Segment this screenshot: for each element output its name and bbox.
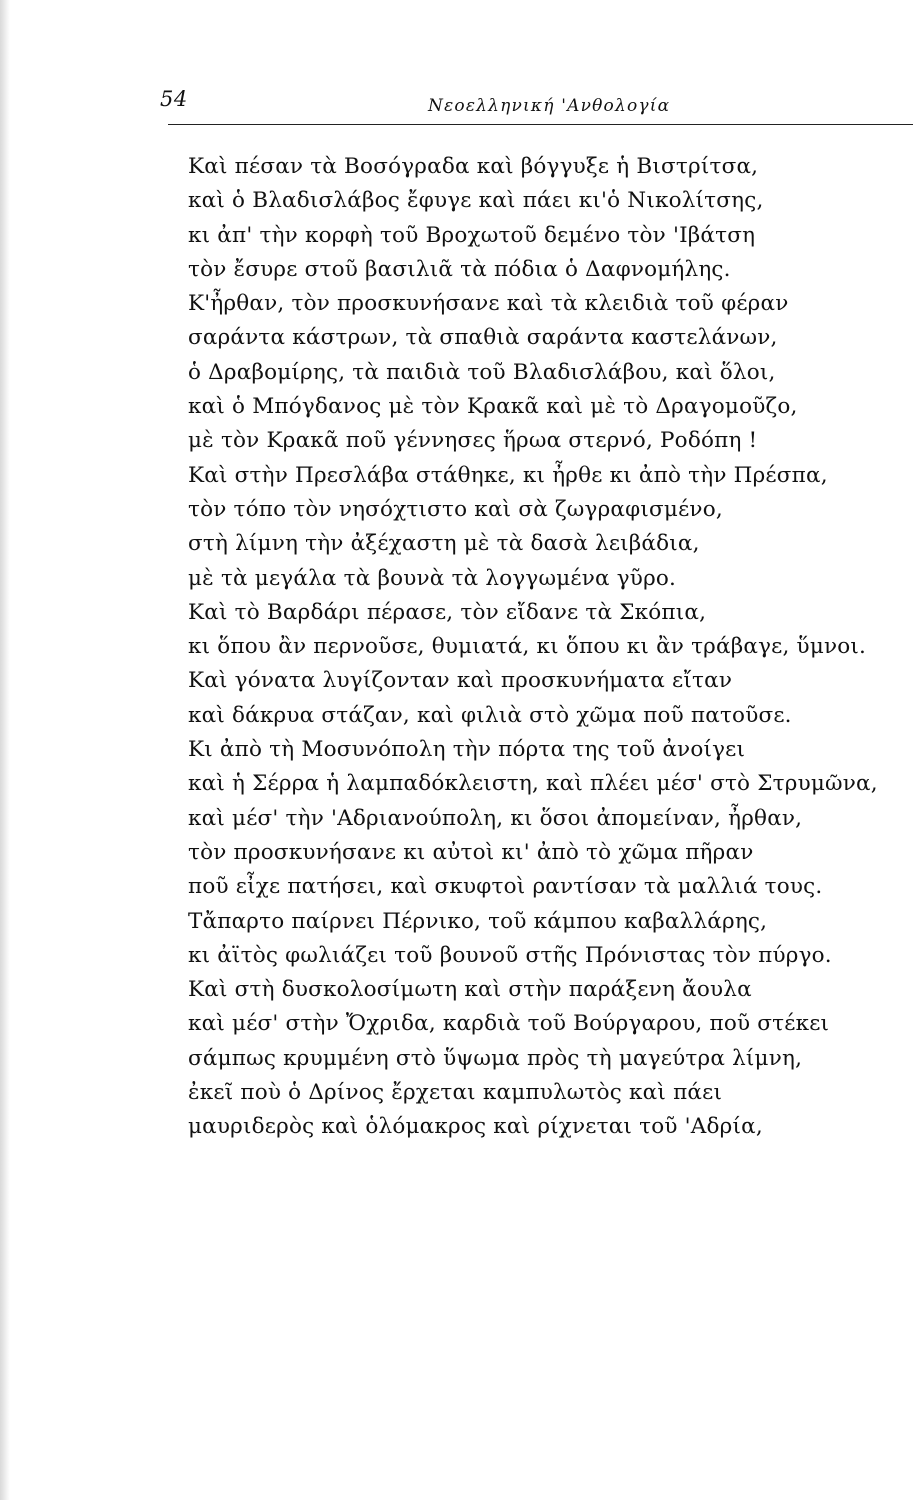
poem-line: μὲ τὰ μεγάλα τὰ βουνὰ τὰ λογγωμένα γῦρο.: [188, 565, 677, 591]
poem-line: ποῦ εἶχε πατήσει, καὶ σκυφτοὶ ραντίσαν τὰ μαλλιά τους.: [188, 874, 823, 900]
poem-line: στὴ λίμνη τὴν ἀξέχαστη μὲ τὰ δασὰ λειβάδια,: [188, 531, 700, 557]
poem-line: κι ὅπου ἂν περνοῦσε, θυμιατά, κι ὅπου κι ἂν τράβαγε, ὕμνοι.: [188, 634, 867, 660]
poem-line: μὲ τὸν Κρακᾶ ποῦ γέννησες ἥρωα στερνό, Ροδόπη !: [188, 428, 758, 454]
page-number: 54: [160, 87, 188, 111]
poem-line: καὶ ἡ Σέρρα ἡ λαμπαδόκλειστη, καὶ πλέει μέσ' στὸ Στρυμῶνα,: [188, 771, 878, 797]
poem-line: κι ἀπ' τὴν κορφὴ τοῦ Βροχωτοῦ δεμένο τὸν 'Ιβάτση: [188, 222, 756, 248]
running-header-title: Νεοελληνική 'Ανθολογία: [428, 96, 671, 116]
poem-line: Κι ἀπὸ τὴ Μοσυνόπολη τὴν πόρτα της τοῦ ἀνοίγει: [188, 737, 746, 763]
poem-line: καὶ ὁ Βλαδισλάβος ἔφυγε καὶ πάει κι'ὁ Νικολίτσης,: [188, 188, 764, 214]
poem-line: Καὶ στὴν Πρεσλάβα στάθηκε, κι ἦρθε κι ἀπὸ τὴν Πρέσπα,: [188, 462, 828, 488]
poem-line: καὶ μέσ' τὴν 'Αδριανούπολη, κι ὅσοι ἀπομείναν, ἦρθαν,: [188, 805, 803, 831]
poem-line: καὶ μέσ' στὴν Ὄχριδα, καρδιὰ τοῦ Βούργαρου, ποῦ στέκει: [188, 1011, 830, 1037]
poem-line: καὶ ὁ Μπόγδανος μὲ τὸν Κρακᾶ καὶ μὲ τὸ Δραγομοῦζο,: [188, 394, 798, 420]
poem-line: μαυριδερὸς καὶ ὁλόμακρος καὶ ρίχνεται τοῦ 'Αδρία,: [188, 1114, 763, 1140]
poem-line: Καὶ στὴ δυσκολοσίμωτη καὶ στὴν παράξενη ἄουλα: [188, 977, 752, 1003]
poem-line: Καὶ τὸ Βαρδάρι πέρασε, τὸν εἴδανε τὰ Σκόπια,: [188, 599, 707, 625]
poem-line: σαράντα κάστρων, τὰ σπαθιὰ σαράντα καστελάνων,: [188, 325, 778, 351]
header-rule: [168, 124, 913, 125]
poem-line: τὸν προσκυνήσανε κι αὐτοὶ κι' ἀπὸ τὸ χῶμα πῆραν: [188, 839, 754, 865]
poem-line: κι ἀϊτὸς φωλιάζει τοῦ βουνοῦ στῆς Πρόνιστας τὸν πύργο.: [188, 942, 832, 968]
poem-line: Κ'ἦρθαν, τὸν προσκυνήσανε καὶ τὰ κλειδιὰ τοῦ φέραν: [188, 291, 789, 317]
poem-line: τὸν τόπο τὸν νησόχτιστο καὶ σὰ ζωγραφισμένο,: [188, 496, 723, 522]
poem-line: Καὶ πέσαν τὰ Βοσόγραδα καὶ βόγγυξε ἡ Βιστρίτσα,: [188, 154, 759, 179]
poem-line: Τἄπαρτο παίρνει Πέρνικο, τοῦ κάμπου καβαλλάρης,: [188, 908, 768, 934]
poem-text: [188, 150, 913, 1145]
poem-line: Καὶ γόνατα λυγίζονταν καὶ προσκυνήματα εἴταν: [188, 668, 733, 694]
poem-line: ἐκεῖ ποὺ ὁ Δρίνος ἔρχεται καμπυλωτὸς καὶ πάει: [188, 1080, 723, 1106]
poem-line: ὁ Δραβομίρης, τὰ παιδιὰ τοῦ Βλαδισλάβου, καὶ ὅλοι,: [188, 359, 776, 385]
poem-line: σάμπως κρυμμένη στὸ ὕψωμα πρὸς τὴ μαγεύτρα λίμνη,: [188, 1045, 803, 1071]
poem-line: καὶ δάκρυα στάζαν, καὶ φιλιὰ στὸ χῶμα ποῦ πατοῦσε.: [188, 702, 792, 728]
poem-line: τὸν ἔσυρε στοῦ βασιλιᾶ τὰ πόδια ὁ Δαφνομήλης.: [188, 256, 731, 282]
page-gutter-shadow: [0, 0, 10, 1500]
